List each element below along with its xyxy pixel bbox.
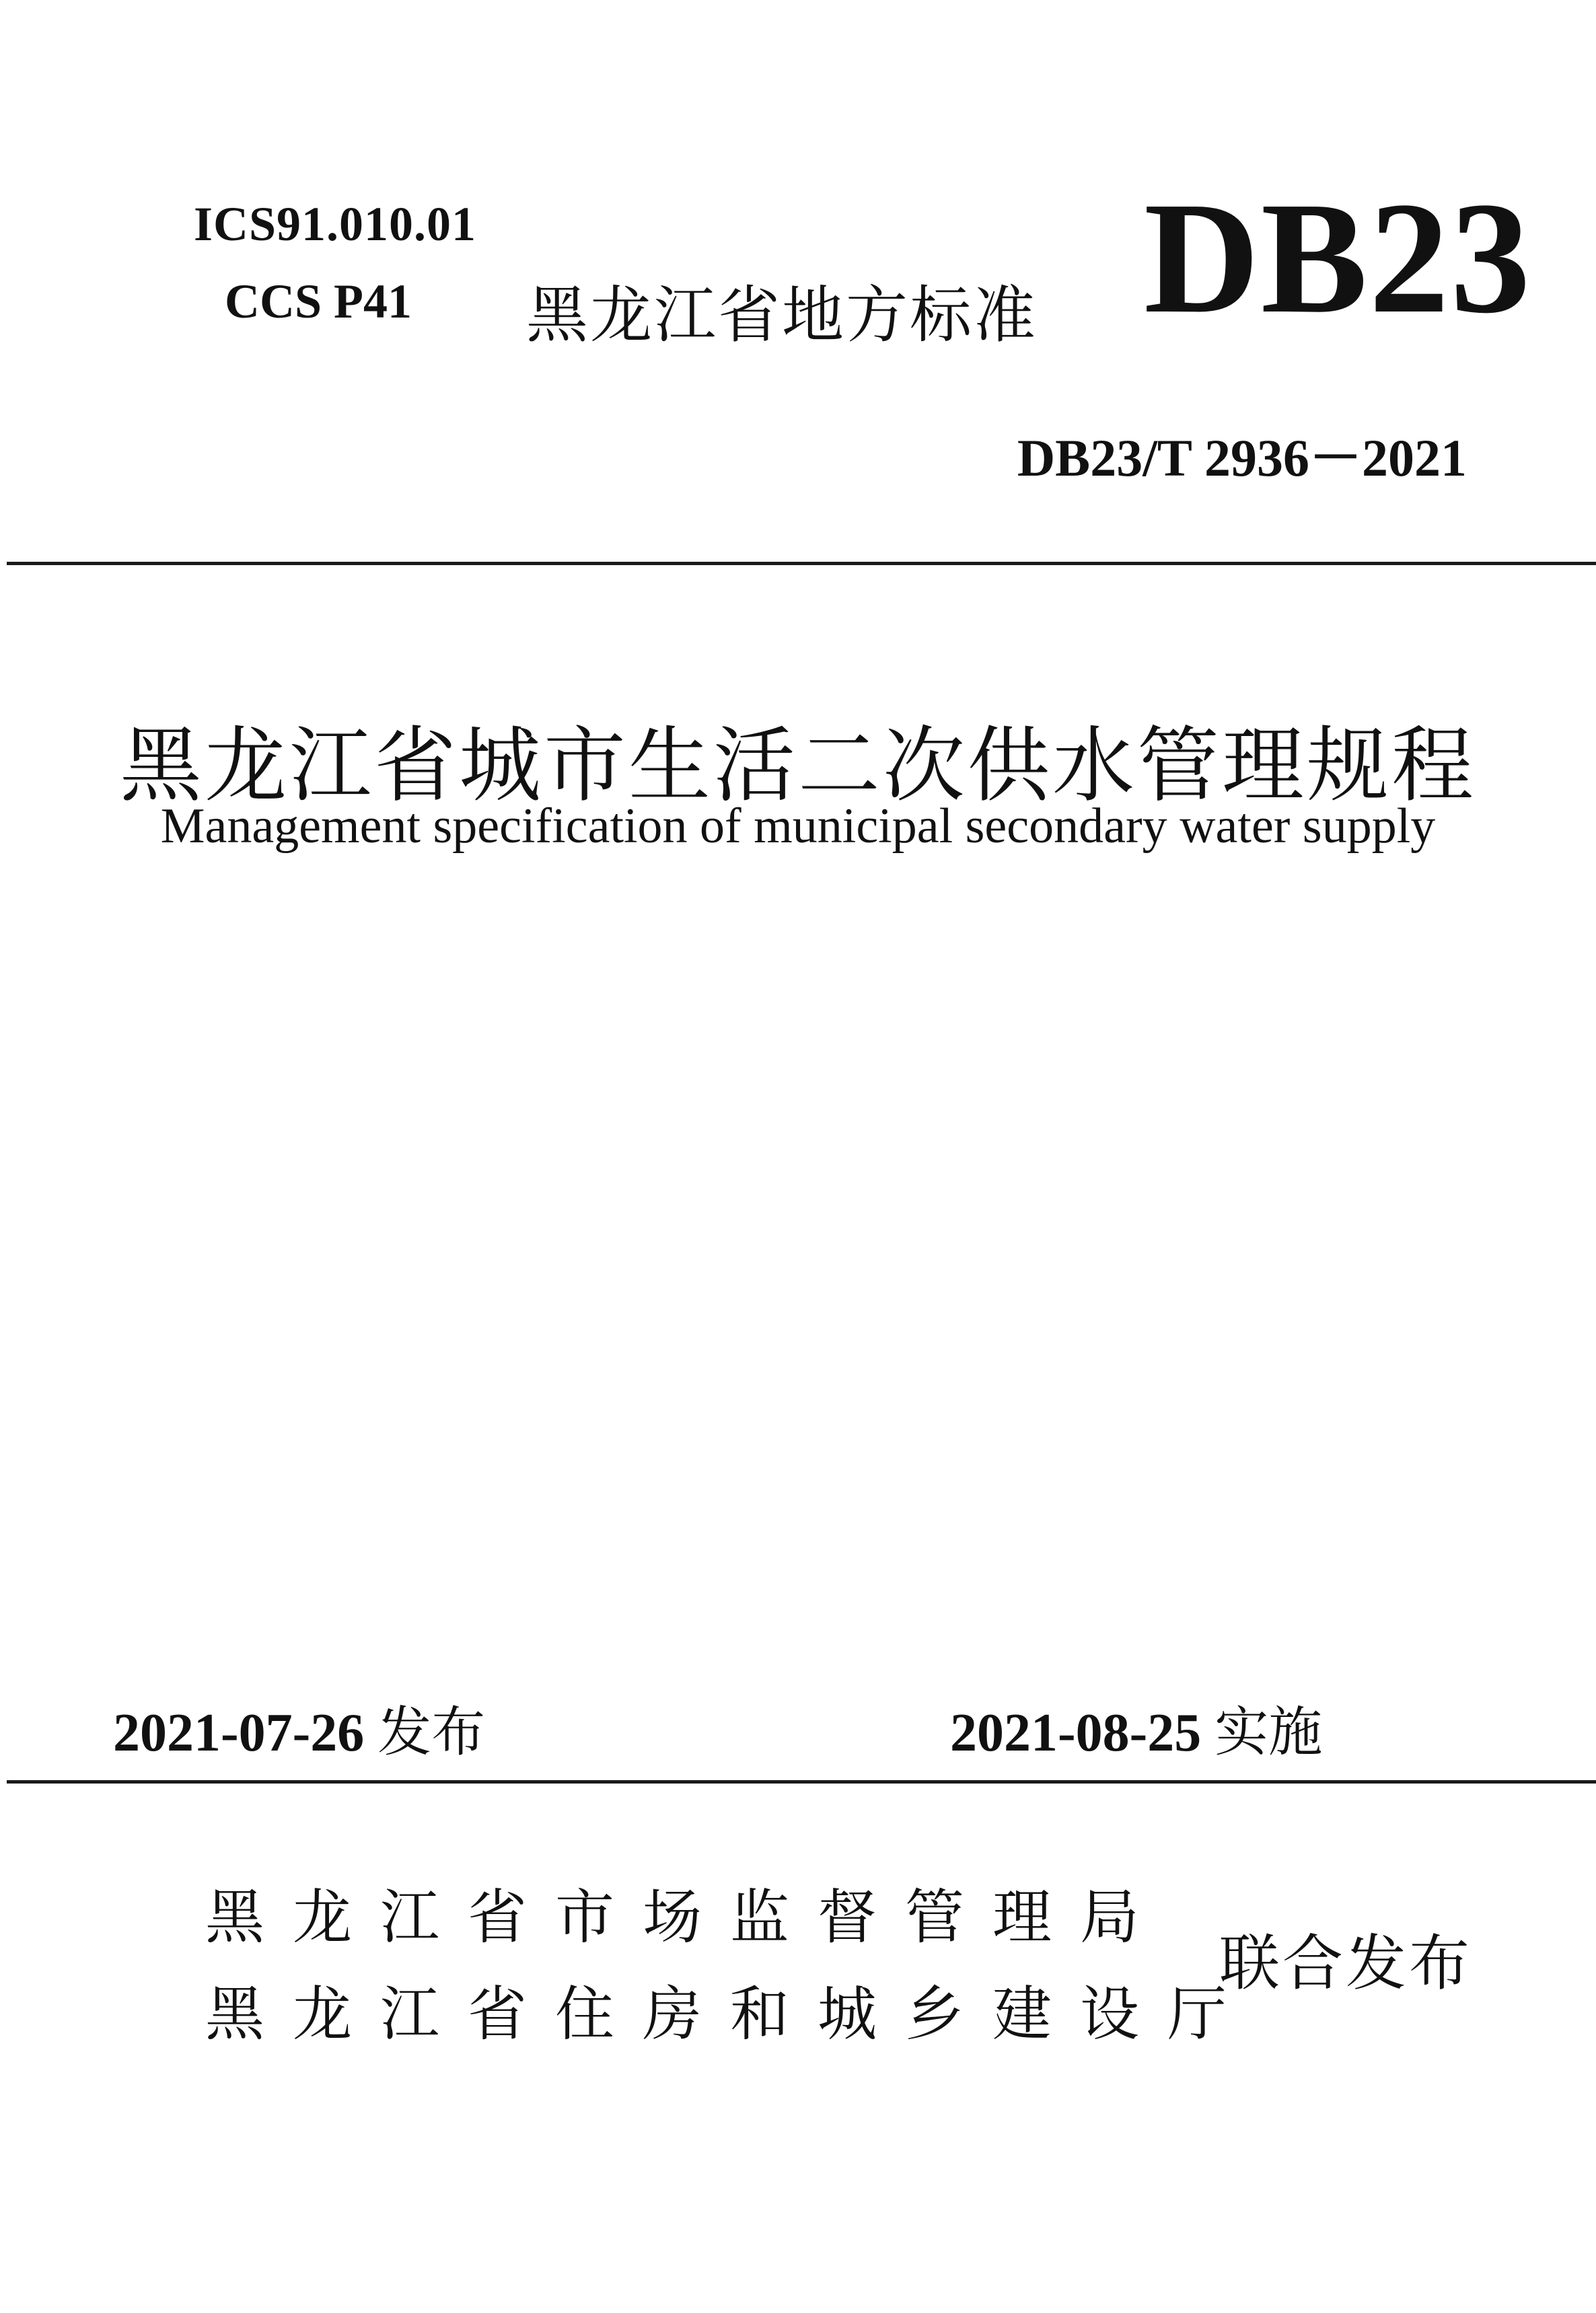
ccs-code: CCS P41 <box>225 274 412 328</box>
footer-divider <box>7 1780 1596 1784</box>
issue-date-label: 发布 <box>377 1701 486 1763</box>
title-chinese: 黑龙江省城市生活二次供水管理规程 <box>120 718 1476 813</box>
effective-date <box>950 1689 1322 1766</box>
issue-date-value: 2021-07-26 <box>113 1703 365 1763</box>
header-divider <box>7 562 1596 565</box>
standard-number: DB23/T 2936－2021 <box>1017 429 1467 487</box>
standard-logo: DB23 <box>1144 170 1532 346</box>
effective-date-value: 2021-08-25 <box>950 1703 1202 1763</box>
ics-code: ICS91.010.01 <box>194 197 477 251</box>
standard-type: 黑龙江省地方标准 <box>526 279 1038 351</box>
title-english: Management specification of municipal secondary water supply <box>160 799 1436 854</box>
issue-date <box>113 1689 485 1766</box>
issuer-market-regulation: 黑龙江省市场监督管理局 <box>205 1882 1168 1952</box>
effective-date-label: 实施 <box>1214 1701 1323 1763</box>
joint-publish-label: 联合发布 <box>1219 1928 1472 1999</box>
issuer-housing-construction: 黑龙江省住房和城乡建设厅 <box>205 1979 1256 2049</box>
